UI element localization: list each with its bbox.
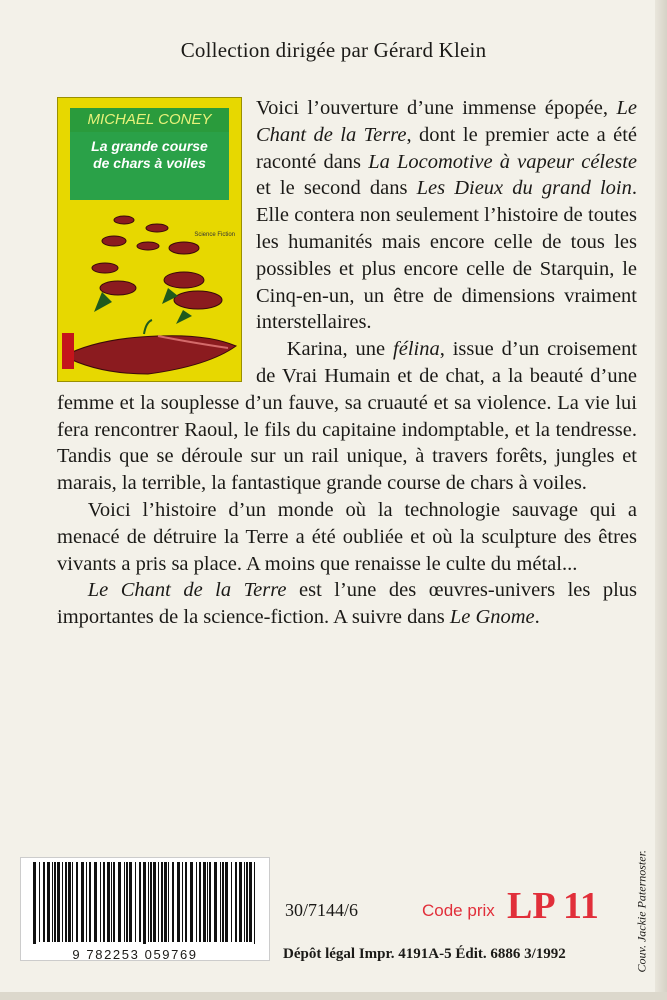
text-run: , issue d’un croisement de Vrai Humain et de chat, a la beauté d’une femme et la souplesse d’un fauve, sa cruauté et sa violence. La vie lui fera rencontrer Raoul, le fils du capitaine indomptable, et la tendresse. Tandis que se déroule sur un rail unique, à travers forêts, jungles et marais, la terrible, la fantastique grande course de chars à voiles. [57, 338, 638, 495]
barcode-bar [65, 862, 67, 942]
text-run: Voici l’histoire d’un monde où la technologie sauvage qui a menacé de détruire la Terre a été oubliée et où la sculpture des êtres vivants a pris sa place. A moins que renaisse le culte du métal... [57, 498, 637, 575]
barcode-bar [239, 862, 242, 942]
price-code-label: Code prix [422, 901, 495, 920]
barcode-bar [39, 862, 40, 942]
barcode-bar [209, 862, 211, 942]
barcode-bar [52, 862, 53, 942]
barcode-bar [203, 862, 206, 942]
barcode-bar [177, 862, 180, 942]
cover-credit [623, 826, 649, 976]
barcode-bar [124, 862, 125, 942]
text-run: . Elle contera non seulement l’histoire de toutes les humanités mais encore celle de tous les possibles et plus encore celle de Starquin, le Cinq-en-un, un être de dimensions vraiment interstellaires. [256, 177, 638, 334]
barcode-bar [103, 862, 105, 942]
barcode-bar [100, 862, 101, 942]
italic-title: Le Gnome [449, 606, 535, 629]
barcode-bar [86, 862, 87, 942]
barcode [20, 857, 270, 961]
barcode-bar [76, 862, 78, 942]
barcode-bar [81, 862, 84, 942]
barcode-bar [182, 862, 183, 942]
paragraph [57, 497, 637, 577]
barcode-number: 9 782253 059769 [72, 947, 198, 962]
barcode-bar [222, 862, 224, 942]
cover-credit-text: Couv. Jackie Paternoster. [634, 850, 649, 973]
barcode-bar [199, 862, 201, 942]
paragraph [57, 577, 637, 631]
barcode-bar [43, 862, 45, 942]
barcode-bar [126, 862, 128, 942]
barcode-bar [54, 862, 56, 942]
collection-header: Collection dirigée par Gérard Klein [180, 38, 487, 62]
reference-number: 30/7144/6 [285, 900, 359, 920]
cover-title-line-1: La grande course [91, 138, 208, 154]
barcode-bars [21, 858, 269, 944]
barcode-bar [190, 862, 193, 942]
barcode-bar [113, 862, 115, 942]
barcode-bar [214, 862, 217, 942]
barcode-bar [246, 862, 248, 942]
price-code-value: LP 11 [507, 885, 599, 927]
cover-publisher-logo [62, 333, 74, 369]
barcode-bar [139, 862, 141, 942]
legal-deposit: Dépôt légal Impr. 4191A-5 Édit. 6886 3/1992 [283, 946, 566, 962]
barcode-bar [153, 862, 156, 942]
text-run: Voici l’ouverture d’une immense épopée, [256, 97, 617, 119]
barcode-bar [68, 862, 71, 942]
barcode-bar [231, 862, 232, 942]
barcode-bar [72, 862, 73, 942]
barcode-bar [135, 862, 136, 942]
barcode-bar [57, 862, 60, 942]
italic-title: félina [393, 338, 440, 361]
text-run: , dont le premier acte a été raconté dans [256, 123, 638, 173]
cover-title [70, 132, 229, 200]
barcode-bar [249, 862, 252, 942]
italic-title: Le Chant de la Terre [87, 579, 287, 602]
barcode-bar [161, 862, 163, 942]
barcode-bar [235, 862, 237, 942]
barcode-bar [129, 862, 132, 942]
text-run: Karina, une [286, 338, 394, 361]
barcode-bar [148, 862, 149, 942]
text-run: est l’une des œuvres-univers les plus importantes de la science-fiction. A suivre dans [57, 579, 637, 629]
text-run: . [534, 606, 540, 629]
cover-title-line-2: de chars à voiles [93, 155, 206, 171]
barcode-bar [89, 862, 91, 942]
back-cover-text [57, 95, 637, 631]
barcode-bar [185, 862, 187, 942]
cover-thumbnail [57, 97, 242, 382]
barcode-bar [172, 862, 174, 942]
barcode-bar [196, 862, 197, 942]
italic-title: Le Chant de la Terre [256, 97, 637, 146]
barcode-bar [164, 862, 167, 942]
barcode-bar [118, 862, 121, 942]
italic-title: Les Dieux du grand loin [416, 177, 632, 200]
barcode-bar [225, 862, 228, 942]
barcode-bar [254, 862, 255, 944]
barcode-bar [168, 862, 169, 942]
barcode-bar [158, 862, 159, 942]
cover-series-label: Science Fiction [194, 232, 235, 238]
barcode-bar [244, 862, 245, 942]
barcode-bar [111, 862, 112, 942]
barcode-bar [207, 862, 208, 942]
cover-author: MICHAEL CONEY [70, 108, 229, 132]
barcode-bar [33, 862, 36, 944]
barcode-bar [94, 862, 97, 942]
italic-title: La Locomotive à vapeur céleste [368, 150, 637, 173]
page-edge [655, 0, 667, 1000]
barcode-bar [107, 862, 110, 942]
barcode-bar [47, 862, 50, 942]
barcode-bar [150, 862, 152, 942]
barcode-bar [220, 862, 221, 942]
text-run: et le second dans [256, 177, 417, 200]
barcode-bar [143, 862, 146, 944]
barcode-bar [62, 862, 63, 942]
page-bottom-edge [0, 992, 667, 1000]
